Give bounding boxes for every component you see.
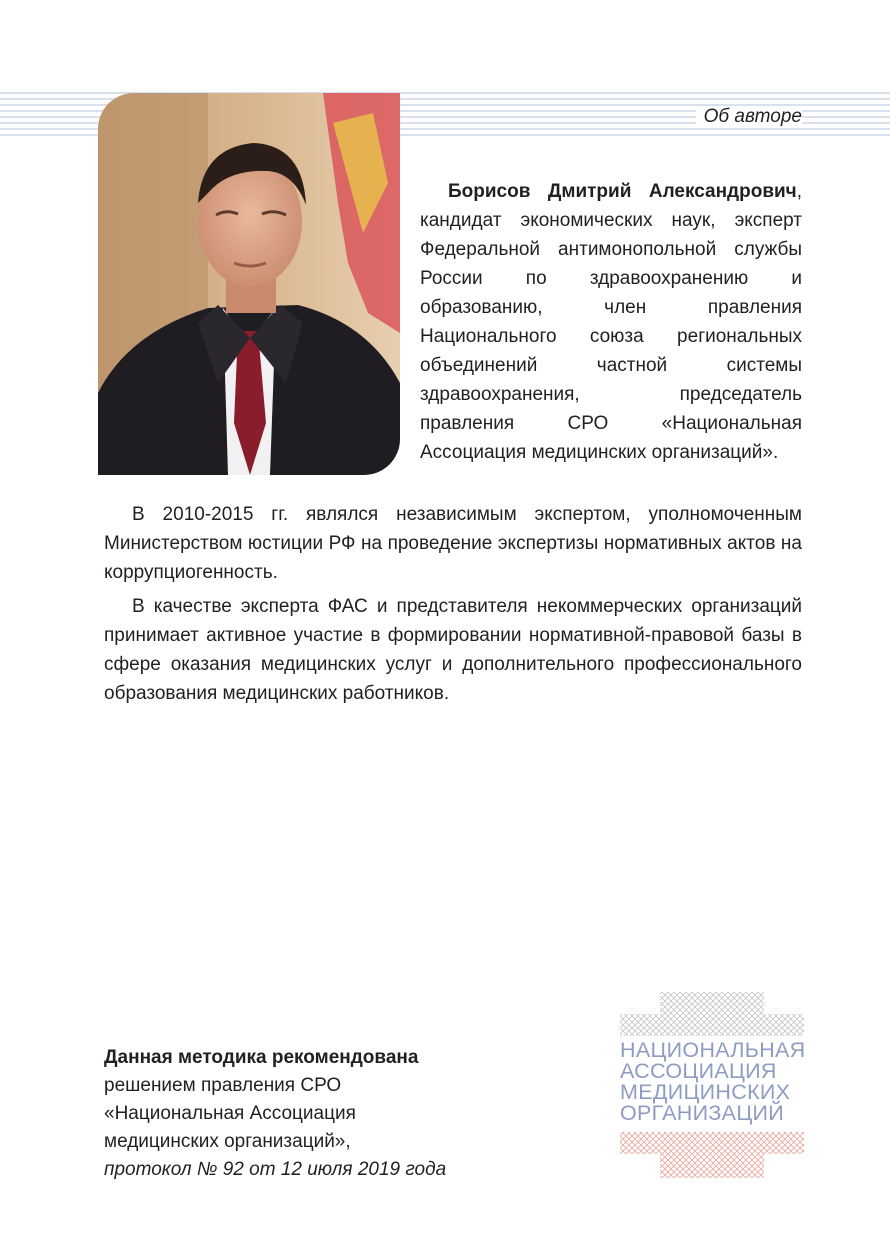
- recommendation-block: [104, 1044, 446, 1184]
- protocol-line: протокол № 92 от 12 июля 2019 года: [104, 1159, 447, 1180]
- logo-text: [620, 1040, 804, 1124]
- recommendation-title: Данная методика рекомендована: [104, 1047, 419, 1068]
- logo-line: МЕДИЦИНСКИХ: [620, 1080, 791, 1104]
- logo-line: ОРГАНИЗАЦИЙ: [620, 1101, 785, 1125]
- paragraph-1: В 2010-2015 гг. являлся независимым экспертом, уполномоченным Министерством юстиции РФ на проведение экспертизы нормативных актов на коррупциогенность.: [104, 504, 802, 583]
- author-photo: [98, 93, 400, 475]
- recommendation-line: медицинских организаций»,: [104, 1131, 351, 1152]
- logo-line: НАЦИОНАЛЬНАЯ: [620, 1038, 806, 1062]
- association-logo: [620, 992, 804, 1178]
- author-bio-text: кандидат экономических наук, эксперт Федеральной антимонопольной службы России по здравоохранению и образованию, член правления Национального союза региональных объединений частной системы здравоохранения, председатель правления СРО «Национальная Ассоциация медицинских организаций».: [420, 210, 802, 463]
- author-bio: [420, 177, 802, 467]
- author-name: Борисов Дмитрий Александрович: [448, 181, 797, 202]
- recommendation-line: «Национальная Ассоциация: [104, 1103, 356, 1124]
- paragraph-2: В качестве эксперта ФАС и представителя некоммерческих организаций принимает активное участие в формировании нормативной-правовой базы в сфере оказания медицинских услуг и дополнительного профессионального образования медицинских работников.: [104, 596, 802, 704]
- section-label: Об авторе: [696, 106, 802, 128]
- recommendation-line: решением правления СРО: [104, 1075, 342, 1096]
- logo-line: АССОЦИАЦИЯ: [620, 1059, 777, 1083]
- author-name-suffix: ,: [796, 181, 802, 202]
